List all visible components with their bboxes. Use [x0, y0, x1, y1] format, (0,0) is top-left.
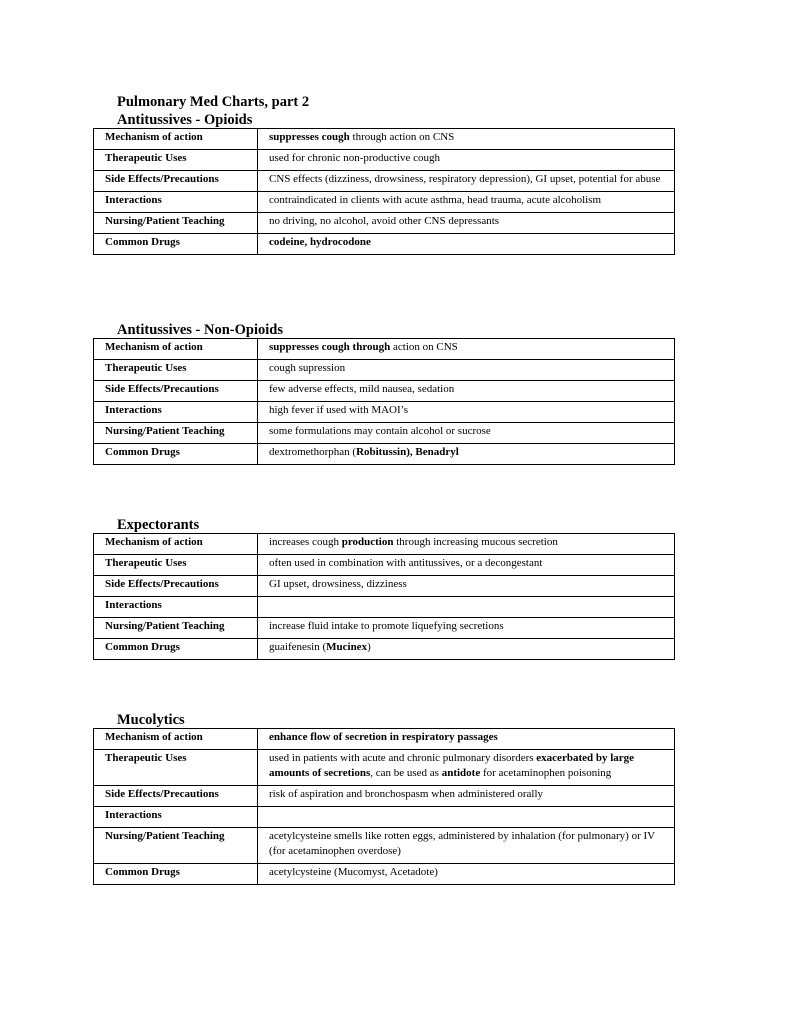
text: contraindicated in clients with acute asthma, head trauma, acute alcoholism [269, 194, 602, 206]
table-row [94, 828, 675, 864]
table-row [94, 129, 675, 150]
section-title-expectorants: Expectorants [117, 517, 200, 533]
page-title: Pulmonary Med Charts, part 2 [117, 94, 310, 110]
row-value [258, 534, 675, 555]
row-label: Interactions [94, 402, 258, 423]
row-value [258, 213, 675, 234]
table-row [94, 807, 675, 828]
table-row [94, 750, 675, 786]
row-value [258, 828, 675, 864]
table-row [94, 402, 675, 423]
table-mucolytics [93, 728, 675, 885]
text: some formulations may contain alcohol or sucrose [269, 425, 491, 437]
text: used for chronic non-productive cough [269, 152, 441, 164]
row-label: Therapeutic Uses [94, 150, 258, 171]
text: risk of aspiration and bronchospasm when administered orally [269, 788, 544, 800]
table-row [94, 360, 675, 381]
table-row [94, 639, 675, 660]
table-expectorants [93, 533, 675, 660]
row-label: Side Effects/Precautions [94, 171, 258, 192]
text: ) [367, 641, 371, 653]
row-value [258, 234, 675, 255]
row-label: Nursing/Patient Teaching [94, 618, 258, 639]
bold-text: production [341, 536, 394, 548]
row-label: Nursing/Patient Teaching [94, 828, 258, 864]
row-value [258, 339, 675, 360]
table-row [94, 729, 675, 750]
row-label: Therapeutic Uses [94, 750, 258, 786]
text: dextromethorphan ( [269, 446, 357, 458]
table-row [94, 423, 675, 444]
row-value [258, 750, 675, 786]
row-label: Nursing/Patient Teaching [94, 213, 258, 234]
row-value [258, 129, 675, 150]
row-label: Interactions [94, 192, 258, 213]
row-value [258, 864, 675, 885]
table-row [94, 534, 675, 555]
row-value [258, 423, 675, 444]
row-value [258, 555, 675, 576]
bold-text: Robitussin), Benadryl [356, 446, 459, 458]
table-row [94, 192, 675, 213]
text: increase fluid intake to promote liquefying secretions [269, 620, 504, 632]
table-row [94, 381, 675, 402]
row-label: Therapeutic Uses [94, 360, 258, 381]
bold-text: Mucinex [326, 641, 368, 653]
table-row [94, 339, 675, 360]
row-value [258, 618, 675, 639]
row-label: Common Drugs [94, 864, 258, 885]
bold-text: suppresses cough through [269, 341, 391, 353]
text: often used in combination with antitussives, or a decongestant [269, 557, 543, 569]
row-label: Therapeutic Uses [94, 555, 258, 576]
row-value [258, 171, 675, 192]
text: CNS effects (dizziness, drowsiness, respiratory depression), GI upset, potential for abuse [269, 173, 661, 185]
row-label: Side Effects/Precautions [94, 381, 258, 402]
row-value [258, 381, 675, 402]
row-label: Mechanism of action [94, 534, 258, 555]
table-row [94, 597, 675, 618]
text: action on CNS [390, 341, 458, 353]
text: cough supression [269, 362, 346, 374]
row-value [258, 444, 675, 465]
section-title-antitussives-non-opioids: Antitussives - Non-Opioids [117, 322, 283, 338]
row-value [258, 576, 675, 597]
table-row [94, 864, 675, 885]
table-row [94, 618, 675, 639]
row-label: Mechanism of action [94, 729, 258, 750]
bold-text: enhance flow of secretion in respiratory passages [269, 731, 498, 743]
row-label: Common Drugs [94, 234, 258, 255]
text: few adverse effects, mild nausea, sedation [269, 383, 455, 395]
row-label: Nursing/Patient Teaching [94, 423, 258, 444]
text: for acetaminophen poisoning [480, 767, 612, 779]
bold-text: suppresses cough [269, 131, 350, 143]
table-row [94, 213, 675, 234]
text: high fever if used with MAOI’s [269, 404, 409, 416]
text: guaifenesin ( [269, 641, 327, 653]
bold-text: exacerbated by large amounts of secretions [269, 752, 635, 779]
row-label: Common Drugs [94, 444, 258, 465]
row-value [258, 402, 675, 423]
row-value [258, 639, 675, 660]
bold-text: codeine, hydrocodone [269, 236, 371, 248]
table-row [94, 234, 675, 255]
row-label: Side Effects/Precautions [94, 786, 258, 807]
text: through action on CNS [349, 131, 455, 143]
row-label: Mechanism of action [94, 339, 258, 360]
text: acetylcysteine smells like rotten eggs, administered by inhalation (for pulmonary) or IV (for acetaminophen overdose) [269, 830, 655, 857]
table-row [94, 171, 675, 192]
text: through increasing mucous secretion [393, 536, 558, 548]
row-value [258, 729, 675, 750]
row-value [258, 360, 675, 381]
row-value [258, 192, 675, 213]
row-value [258, 597, 675, 618]
text: acetylcysteine (Mucomyst, Acetadote) [269, 866, 438, 878]
row-value [258, 807, 675, 828]
table-row [94, 555, 675, 576]
text: increases cough [269, 536, 342, 548]
table-row [94, 786, 675, 807]
table-row [94, 150, 675, 171]
text: GI upset, drowsiness, dizziness [269, 578, 407, 590]
row-value [258, 150, 675, 171]
table-row [94, 444, 675, 465]
bold-text: antidote [441, 767, 481, 779]
section-title-mucolytics: Mucolytics [117, 712, 185, 728]
table-antitussives-opioids [93, 128, 675, 255]
row-label: Interactions [94, 807, 258, 828]
table-row [94, 576, 675, 597]
text: no driving, no alcohol, avoid other CNS depressants [269, 215, 500, 227]
section-title-antitussives-opioids: Antitussives - Opioids [117, 112, 253, 128]
row-label: Mechanism of action [94, 129, 258, 150]
row-label: Interactions [94, 597, 258, 618]
row-label: Side Effects/Precautions [94, 576, 258, 597]
table-antitussives-non-opioids [93, 338, 675, 465]
text: , can be used as [370, 767, 442, 779]
row-label: Common Drugs [94, 639, 258, 660]
text: used in patients with acute and chronic pulmonary disorders [269, 752, 537, 764]
row-value [258, 786, 675, 807]
